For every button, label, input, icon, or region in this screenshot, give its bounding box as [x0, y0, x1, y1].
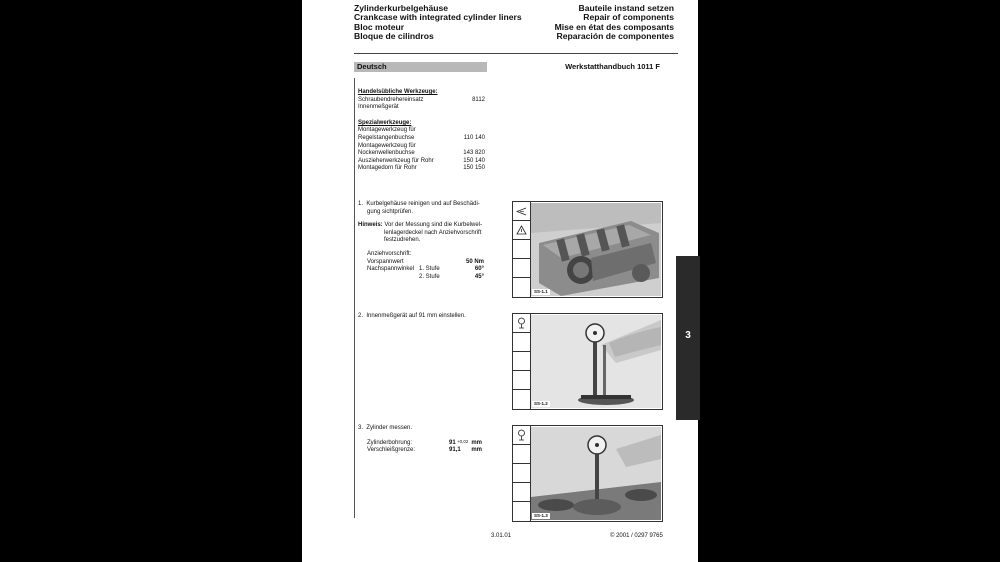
tool-row	[358, 104, 485, 112]
figure-gauge-setting	[512, 313, 663, 410]
tool-row	[358, 97, 485, 105]
spec-row	[367, 274, 484, 282]
empty-icon-cell	[513, 445, 530, 464]
note-label: Hinweis:	[358, 222, 383, 229]
empty-icon-cell	[513, 259, 530, 278]
cylinder-measure-photo	[531, 427, 661, 520]
empty-icon-cell	[513, 464, 530, 483]
page-number: 3.01.01	[491, 533, 512, 539]
measure-unit: mm	[471, 439, 482, 446]
spec-value: 50 Nm	[465, 258, 484, 265]
step-number: 1.	[358, 201, 364, 207]
measure-tolerance: +0,02	[457, 438, 469, 444]
subtitle-en: Repair of components	[583, 12, 674, 23]
tool-row	[358, 158, 485, 166]
empty-icon-cell	[513, 371, 530, 390]
figure-cylinder-measure	[512, 425, 663, 522]
header-right	[555, 4, 674, 42]
tool-name: Auszieherwerkzeug für Rohr	[358, 157, 434, 164]
tool-row	[358, 135, 485, 143]
special-tools-title: Spezialwerkzeuge:	[358, 119, 412, 126]
empty-icon-cell	[513, 278, 530, 296]
chapter-number: 3	[685, 330, 691, 341]
measure-unit: mm	[471, 447, 482, 454]
header-rule	[354, 53, 678, 54]
dial-gauge-icon	[513, 314, 530, 333]
title-es: Bloque de cilindros	[354, 31, 434, 42]
subtitle-de: Bauteile instand setzen	[578, 3, 674, 13]
step-text: Zylinder messen.	[366, 425, 413, 431]
tool-name: Nockenwellenbuchse	[358, 150, 415, 157]
copyright: © 2001 / 0297 9765	[610, 533, 663, 539]
subtitle-es: Reparación de componentes	[556, 31, 674, 42]
spec-row	[367, 266, 484, 274]
spec-title: Anziehvorschrift:	[367, 250, 412, 257]
tool-row	[358, 127, 485, 135]
tool-name: Montagedorn für Rohr	[358, 165, 417, 172]
measure-row	[367, 440, 482, 448]
tool-number: 150 140	[463, 157, 485, 164]
tool-name: Regelstangenbuchse	[358, 134, 415, 141]
spec-label: Vorspannwert	[367, 258, 404, 265]
tool-number: 110 140	[463, 134, 485, 141]
spec-row	[367, 259, 484, 267]
note-text: festzudrehen.	[384, 237, 421, 244]
dial-gauge-icon	[513, 426, 530, 445]
figure-icon-column	[513, 426, 531, 521]
tool-number: 143 820	[463, 150, 485, 157]
empty-icon-cell	[513, 390, 530, 408]
step-3	[358, 425, 482, 455]
commercial-tools-title: Handelsübliche Werkzeuge:	[358, 89, 438, 95]
subtitle-fr: Mise en état des composants	[554, 21, 674, 32]
step-text: Innenmeßgerät auf 91 mm einstellen.	[366, 313, 466, 319]
tool-row	[358, 150, 485, 158]
figure-icon-column	[513, 202, 531, 297]
figure-icon-column	[513, 314, 531, 409]
step-1	[358, 201, 484, 281]
measure-value: 91	[449, 439, 456, 446]
caution-triangle-icon	[513, 221, 530, 240]
step-2	[358, 313, 466, 321]
measure-value: 91,1	[449, 447, 461, 454]
tool-name: Montagewerkzeug für	[358, 142, 416, 149]
title-de: Zylinderkurbelgehäuse	[354, 3, 449, 13]
tool-number: 8112	[472, 96, 485, 103]
warning-hand-icon	[513, 202, 530, 221]
tool-row	[358, 165, 485, 173]
crankcase-photo	[531, 203, 661, 296]
note-text: lenlagerdeckel nach Anziehvorschrift	[384, 229, 482, 236]
spec-label: Nachspannwinkel	[367, 266, 415, 273]
title-en: Crankcase with integrated cylinder liners	[354, 12, 522, 23]
step-text: gung sichtprüfen.	[367, 208, 414, 215]
measure-row	[367, 447, 482, 455]
gauge-setting-photo	[531, 315, 661, 408]
step-text: Kurbelgehäuse reinigen und auf Beschädi-	[366, 201, 480, 207]
figure-label: SS-1.1	[534, 289, 548, 294]
tool-number: 150 150	[463, 165, 485, 172]
empty-icon-cell	[513, 483, 530, 502]
figure-label: SS-1.3	[534, 513, 548, 518]
measure-label: Verschleißgrenze:	[367, 447, 416, 454]
spec-sub: 1. Stufe	[419, 266, 440, 273]
manual-page	[302, 0, 698, 562]
language-label: Deutsch	[354, 62, 487, 72]
chapter-tab	[676, 256, 700, 420]
empty-icon-cell	[513, 352, 530, 371]
tool-name: Schraubendrehereinsatz	[358, 96, 424, 103]
tools-section	[358, 89, 485, 173]
empty-icon-cell	[513, 333, 530, 352]
figure-crankcase	[512, 201, 663, 298]
tool-name: Innenmeßgerät	[358, 104, 399, 111]
tool-row	[358, 143, 485, 151]
spec-sub: 2. Stufe	[419, 273, 440, 280]
title-fr: Bloc moteur	[354, 21, 405, 32]
header-left	[354, 4, 522, 42]
note-text: Vor der Messung sind die Kurbelwel-	[384, 222, 483, 229]
measure-label: Zylinderbohrung:	[367, 439, 413, 446]
manual-title: Werkstatthandbuch 1011 F	[565, 62, 660, 71]
empty-icon-cell	[513, 502, 530, 520]
figure-label: SS-1.2	[534, 401, 548, 406]
step-number: 3.	[358, 425, 364, 431]
spec-value: 60°	[474, 266, 484, 273]
spec-value: 45°	[474, 273, 484, 280]
left-margin-line	[354, 78, 355, 518]
empty-icon-cell	[513, 240, 530, 259]
tool-name: Montagewerkzeug für	[358, 127, 416, 134]
step-number: 2.	[358, 313, 364, 319]
